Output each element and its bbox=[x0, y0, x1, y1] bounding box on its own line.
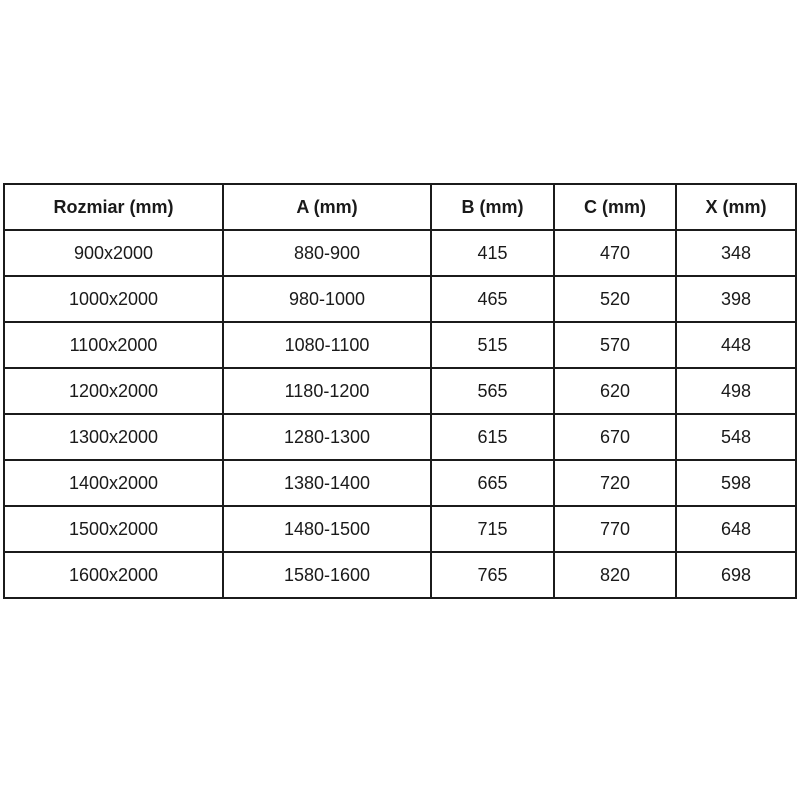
table-cell-c: 670 bbox=[554, 414, 676, 460]
table-cell-b: 515 bbox=[431, 322, 554, 368]
table-cell-x: 398 bbox=[676, 276, 796, 322]
table-cell-c: 570 bbox=[554, 322, 676, 368]
table-cell-x: 548 bbox=[676, 414, 796, 460]
table-cell-c: 520 bbox=[554, 276, 676, 322]
table-row bbox=[4, 414, 796, 460]
table-cell-a: 1080-1100 bbox=[223, 322, 431, 368]
table-row bbox=[4, 552, 796, 598]
table-cell-a: 1380-1400 bbox=[223, 460, 431, 506]
table-cell-a: 1580-1600 bbox=[223, 552, 431, 598]
table-row bbox=[4, 322, 796, 368]
table-cell-rozmiar: 1600x2000 bbox=[4, 552, 223, 598]
table-cell-c: 720 bbox=[554, 460, 676, 506]
table-cell-b: 465 bbox=[431, 276, 554, 322]
table-cell-b: 765 bbox=[431, 552, 554, 598]
table-row bbox=[4, 276, 796, 322]
table-header-row bbox=[4, 184, 796, 230]
table-cell-x: 498 bbox=[676, 368, 796, 414]
table-cell-a: 1480-1500 bbox=[223, 506, 431, 552]
column-header-c: C (mm) bbox=[554, 184, 676, 230]
table-cell-a: 1180-1200 bbox=[223, 368, 431, 414]
table-cell-c: 620 bbox=[554, 368, 676, 414]
column-header-b: B (mm) bbox=[431, 184, 554, 230]
table-cell-x: 698 bbox=[676, 552, 796, 598]
table-cell-b: 665 bbox=[431, 460, 554, 506]
table-cell-c: 770 bbox=[554, 506, 676, 552]
table-cell-b: 715 bbox=[431, 506, 554, 552]
size-specification-table-container bbox=[3, 183, 797, 599]
table-cell-rozmiar: 1300x2000 bbox=[4, 414, 223, 460]
size-specification-table bbox=[3, 183, 797, 599]
table-cell-x: 598 bbox=[676, 460, 796, 506]
table-cell-rozmiar: 1100x2000 bbox=[4, 322, 223, 368]
table-row bbox=[4, 460, 796, 506]
table-row bbox=[4, 230, 796, 276]
table-row bbox=[4, 506, 796, 552]
table-cell-rozmiar: 1200x2000 bbox=[4, 368, 223, 414]
table-cell-x: 448 bbox=[676, 322, 796, 368]
table-cell-x: 348 bbox=[676, 230, 796, 276]
table-cell-b: 615 bbox=[431, 414, 554, 460]
table-cell-c: 820 bbox=[554, 552, 676, 598]
table-cell-rozmiar: 1000x2000 bbox=[4, 276, 223, 322]
table-cell-a: 880-900 bbox=[223, 230, 431, 276]
table-cell-rozmiar: 1500x2000 bbox=[4, 506, 223, 552]
column-header-a: A (mm) bbox=[223, 184, 431, 230]
table-cell-c: 470 bbox=[554, 230, 676, 276]
column-header-x: X (mm) bbox=[676, 184, 796, 230]
table-cell-b: 565 bbox=[431, 368, 554, 414]
table-cell-a: 980-1000 bbox=[223, 276, 431, 322]
table-cell-rozmiar: 900x2000 bbox=[4, 230, 223, 276]
table-row bbox=[4, 368, 796, 414]
column-header-rozmiar: Rozmiar (mm) bbox=[4, 184, 223, 230]
table-cell-rozmiar: 1400x2000 bbox=[4, 460, 223, 506]
table-cell-b: 415 bbox=[431, 230, 554, 276]
table-cell-a: 1280-1300 bbox=[223, 414, 431, 460]
table-cell-x: 648 bbox=[676, 506, 796, 552]
